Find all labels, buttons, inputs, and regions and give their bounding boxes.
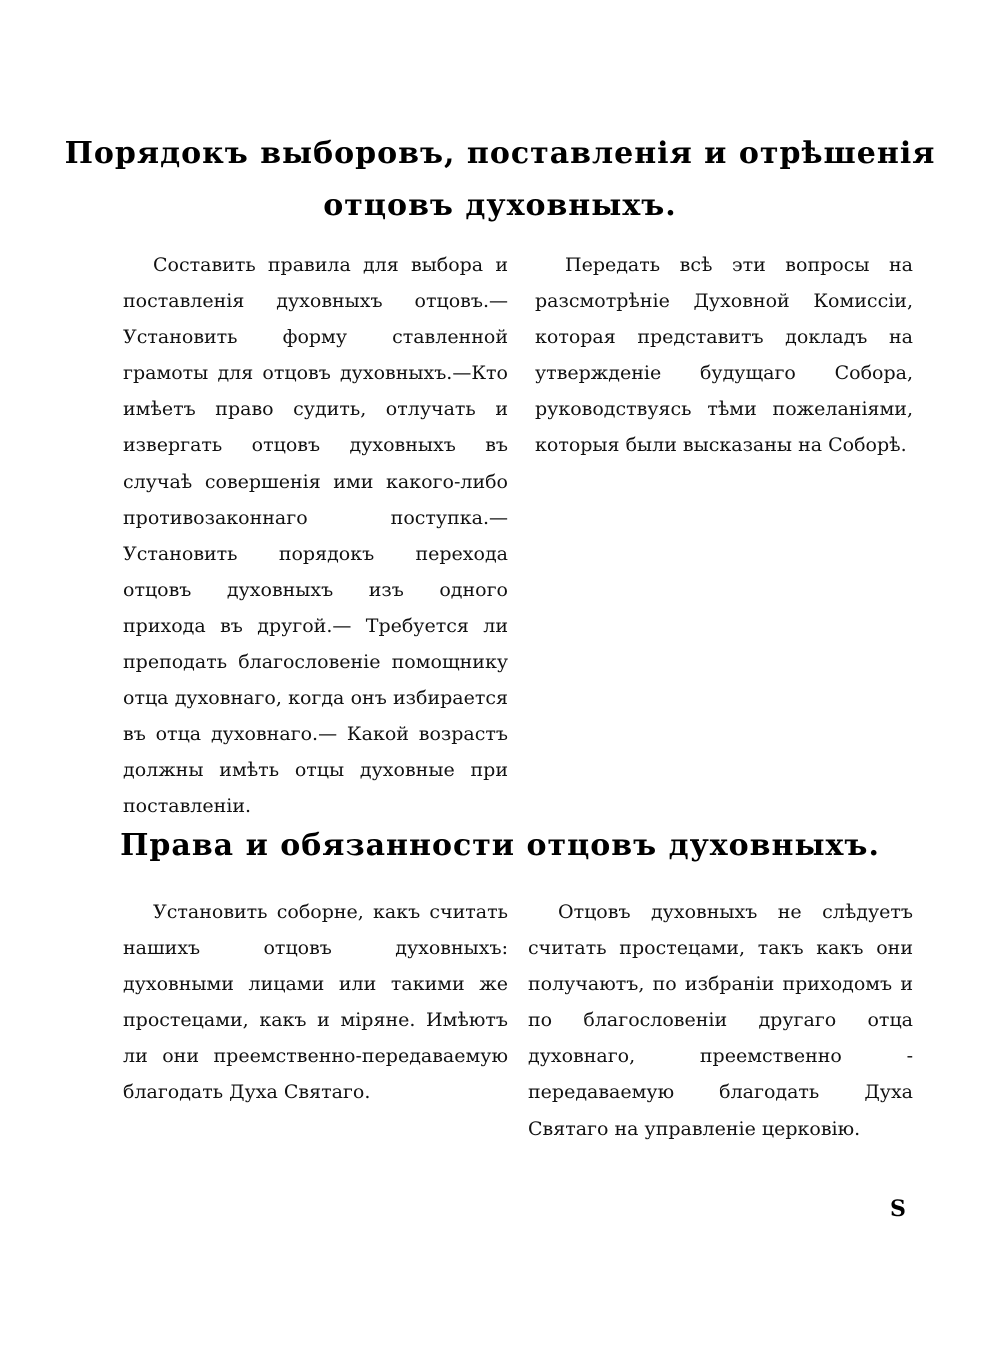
- section-2-title: Права и обязанности отцовъ духовныхъ.: [120, 828, 880, 863]
- section-1-left-paragraph: Составить правила для выбора и поставленія духовныхъ отцовъ.— Установить форму ставленной грамоты для отцовъ духовныхъ.—Кто имѣетъ право судить, отлучать и извергать отцовъ духовныхъ въ случаѣ совершенія ими какого-либо противозаконнаго поступка.—Установить порядокъ перехода отцовъ духовныхъ изъ одного прихода въ другой.— Требуется ли преподать благословеніе помощнику отца духовнаго, когда онъ избирается въ отца духовнаго.— Какой возрастъ должны имѣть отцы духовные при поставленіи.: [123, 254, 508, 818]
- section-2-right-paragraph: Отцовъ духовныхъ не слѣдуетъ считать простецами, такъ какъ они получаютъ, по избраніи приходомъ и по благословеніи другаго отца духовнаго, преемственно - передаваемую благодать Духа Святаго на управленіе церковію.: [528, 901, 913, 1140]
- page-number: Ѕ: [890, 1196, 906, 1222]
- section-2-left-paragraph: Установить соборне, какъ считать нашихъ отцовъ духовныхъ: духовными лицами или такими же простецами, какъ и міряне. Имѣютъ ли они преемственно-передаваемую благодать Духа Святаго.: [123, 901, 508, 1104]
- section-1-title: Порядокъ выборовъ, поставленія и отрѣшенія отцовъ духовныхъ.: [64, 136, 936, 223]
- section-1-right-paragraph: Передать всѣ эти вопросы на разсмотрѣніе Духовной Комиссіи, которая представитъ докладъ на утвержденіе будущаго Собора, руководствуясь тѣми пожеланіями, которыя были высказаны на Соборѣ.: [535, 254, 913, 457]
